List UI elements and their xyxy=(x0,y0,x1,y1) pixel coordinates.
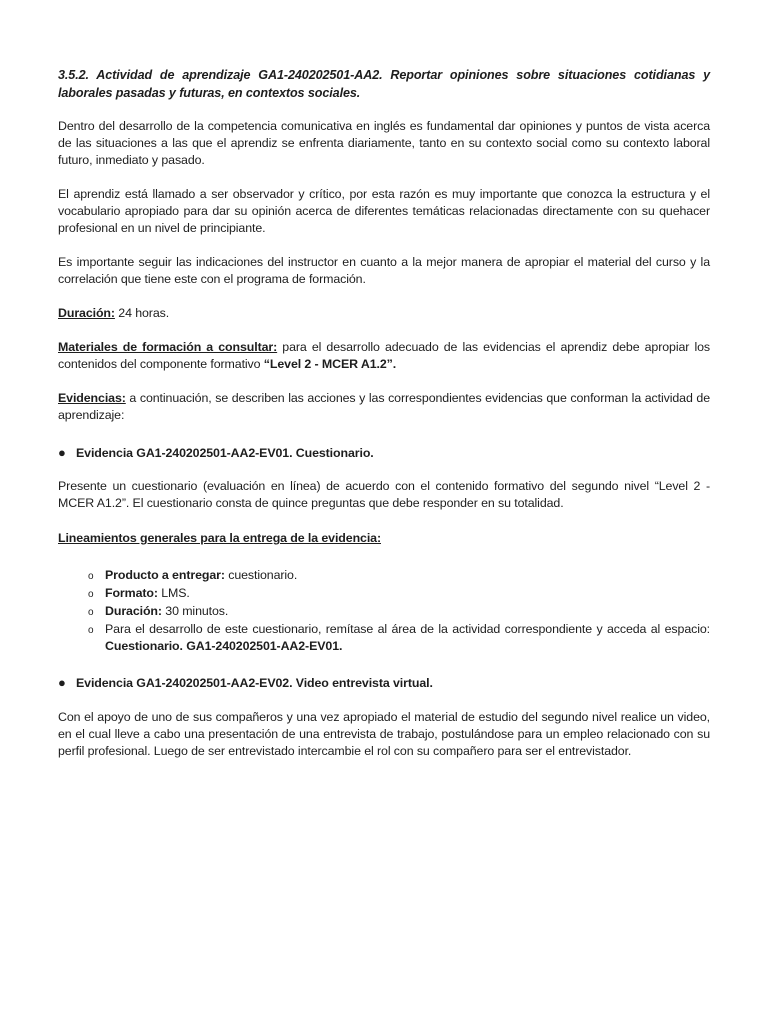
evidence-2-heading xyxy=(58,674,710,692)
desarrollo-text: Para el desarrollo de este cuestionario, remítase al área de la actividad correspondiente y acceda al espacio: xyxy=(105,622,710,636)
guidelines-list xyxy=(58,567,710,655)
producto-value: cuestionario. xyxy=(224,568,298,582)
duration-line xyxy=(58,305,710,322)
materials-paragraph xyxy=(58,339,710,373)
duracion-value: 30 minutos. xyxy=(161,604,229,618)
evidence-2-title: Evidencia GA1-240202501-AA2-EV02. Video entrevista virtual. xyxy=(76,676,433,690)
circle-bullet-icon: o xyxy=(88,607,94,618)
section-title: 3.5.2. Actividad de aprendizaje GA1-240202501-AA2. Reportar opiniones sobre situaciones cotidianas y laborales pasadas y futuras, en contextos sociales. xyxy=(58,68,710,100)
circle-bullet-icon: o xyxy=(88,589,94,600)
observer-paragraph: El aprendiz está llamado a ser observador y crítico, por esta razón es muy importante que conozca la estructura y el vocabulario apropiado para dar su opinión acerca de diferentes temáticas relacionadas directamente con su quehacer profesional en un nivel de principiante. xyxy=(58,187,710,235)
evidence-1-heading xyxy=(58,444,710,462)
bullet-icon: ● xyxy=(58,445,66,460)
evidence-1-title: Evidencia GA1-240202501-AA2-EV01. Cuestionario. xyxy=(76,446,374,460)
evidences-label: Evidencias: xyxy=(58,391,126,405)
intro-paragraph: Dentro del desarrollo de la competencia comunicativa en inglés es fundamental dar opiniones y puntos de vista acerca de las situaciones a las que el aprendiz se enfrenta diariamente, tanto en su contexto social como su contexto laboral futuro, inmediato y pasado. xyxy=(58,119,710,167)
desarrollo-bold: Cuestionario. GA1-240202501-AA2-EV01. xyxy=(105,639,343,653)
producto-label: Producto a entregar: xyxy=(105,568,225,582)
formato-value: LMS. xyxy=(157,586,190,600)
evidence-2-description: Con el apoyo de uno de sus compañeros y una vez apropiado el material de estudio del segundo nivel realice un video, en el cual lleve a cabo una presentación de una entrevista de trabajo, postulándose para un empleo relacionado con su perfil profesional. Luego de ser entrevistado intercambie el rol con su compañero para ser el entrevistador. xyxy=(58,710,710,758)
list-item-producto xyxy=(58,567,710,585)
evidences-paragraph xyxy=(58,390,710,424)
duracion-label: Duración: xyxy=(105,604,162,618)
evidences-text: a continuación, se describen las acciones y las correspondientes evidencias que conforman la actividad de aprendizaje: xyxy=(58,391,710,422)
circle-bullet-icon: o xyxy=(88,625,94,636)
document-page xyxy=(58,66,710,777)
duration-label: Duración: xyxy=(58,306,115,320)
list-item-duracion xyxy=(58,603,710,621)
materials-text: para el desarrollo adecuado de las evidencias el aprendiz debe apropiar los contenidos del componente formativo xyxy=(58,340,710,371)
bullet-icon: ● xyxy=(58,675,66,690)
duration-value: 24 horas. xyxy=(114,306,170,320)
list-item-formato xyxy=(58,585,710,603)
list-item-desarrollo xyxy=(58,621,710,655)
guidelines-heading: Lineamientos generales para la entrega de la evidencia: xyxy=(58,531,381,545)
formato-label: Formato: xyxy=(105,586,158,600)
materials-highlight: “Level 2 - MCER A1.2”. xyxy=(263,357,397,371)
circle-bullet-icon: o xyxy=(88,571,94,582)
evidence-1-description: Presente un cuestionario (evaluación en línea) de acuerdo con el contenido formativo del segundo nivel “Level 2 - MCER A1.2”. El cuestionario consta de quince preguntas que debe responder en su totalidad. xyxy=(58,479,710,510)
materials-label: Materiales de formación a consultar: xyxy=(58,340,278,354)
instructor-paragraph: Es importante seguir las indicaciones del instructor en cuanto a la mejor manera de apropiar el material del curso y la correlación que tiene este con el programa de formación. xyxy=(58,255,710,286)
